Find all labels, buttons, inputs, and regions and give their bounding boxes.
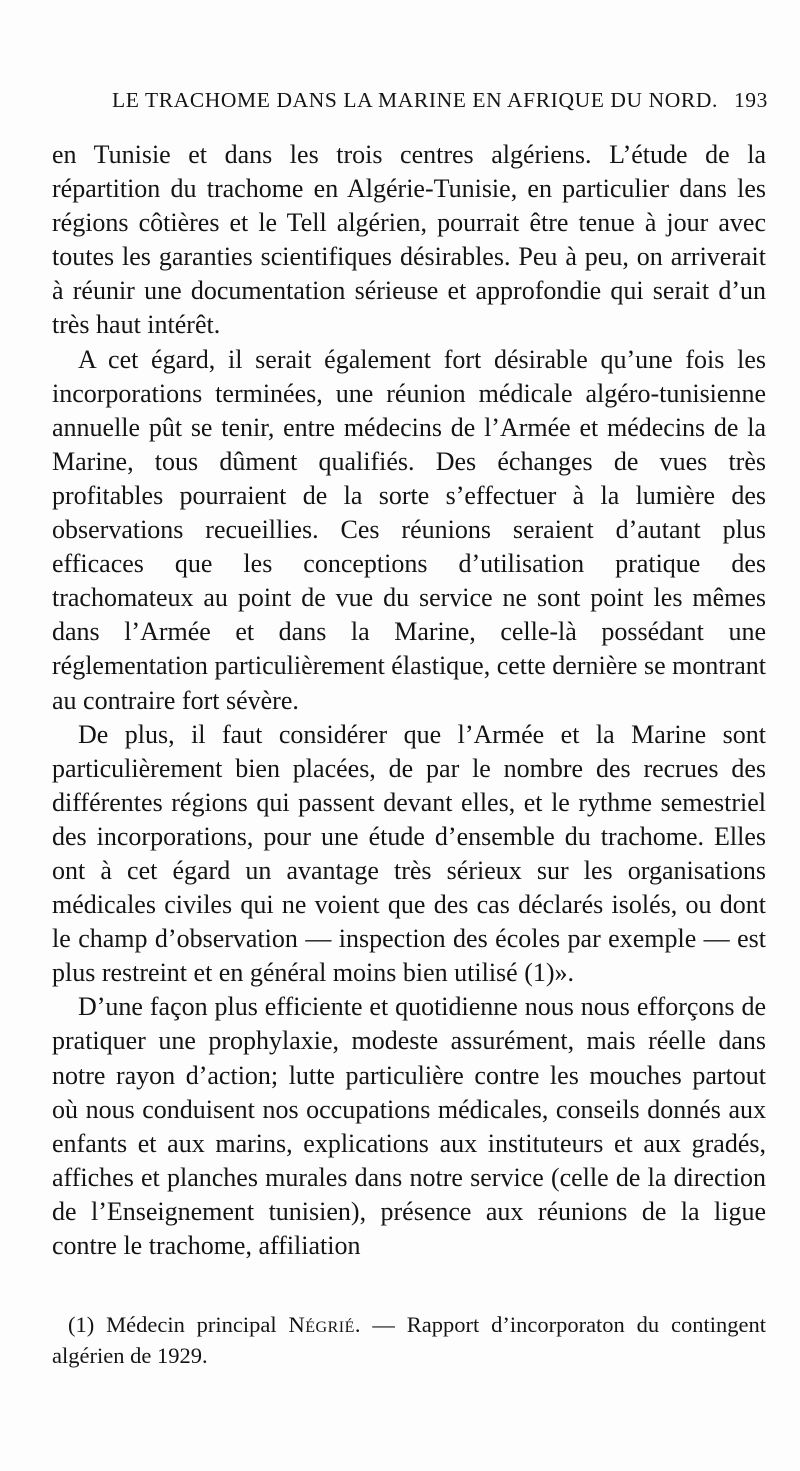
footnote-text (52, 1309, 766, 1371)
paragraph-3-text: De plus, il faut considérer que l’Armée et la Marine sont particulièrement bien placées, de par le nombre des recrues des différentes régions qui passent devant elles, et le rythme semestriel des incorporations, pour une étude d’ensemble du trachome. Elles ont à cet égard un avantage très sérieux sur les organisations médicales civiles qui ne voient que des cas déclarés isolés, ou dont le champ d’observation — inspection des écoles par exemple — est plus restreint et en général moins bien utilisé (52, 719, 766, 988)
running-head (112, 88, 768, 118)
paragraph-3 (52, 718, 766, 991)
running-title: LE TRACHOME DANS LA MARINE EN AFRIQUE DU NORD. (112, 88, 718, 112)
body-text (52, 138, 766, 1263)
paragraph-1: en Tunisie et dans les trois centres algériens. L’étude de la répartition du trachome en Algérie-Tunisie, en particulier dans les régions côtières et le Tell algérien, pourrait être tenue à jour avec toutes les garanties scientifiques désirables. Peu à peu, on arriverait à réunir une documentation sérieuse et approfondie qui serait d’un très haut intérêt. (52, 140, 766, 340)
footnote-author-name: Négrié (288, 1312, 355, 1337)
footnote (52, 1309, 766, 1371)
paragraph-4: D’une façon plus efficiente et quotidienne nous nous efforçons de pratiquer une prophylaxie, modeste assurément, mais réelle dans notre rayon d’action; lutte particulière contre les mouches partout où nous conduisent nos occupations médicales, conseils donnés aux enfants et aux marins, explications aux instituteurs et aux gradés, affiches et planches murales dans notre service (celle de la direction de l’Enseignement tunisien), présence aux réunions de la ligue contre le trachome, affiliation (52, 992, 766, 1260)
page-number: 193 (733, 88, 768, 112)
paragraph-2: A cet égard, il serait également fort désirable qu’une fois les incorporations terminées, une réunion médicale algéro-tunisienne annuelle pût se tenir, entre médecins de l’Armée et médecins de la Marine, tous dûment qualifiés. Des échanges de vues très profitables pourraient de la sorte s’effectuer à la lumière des observations recueillies. Ces réunions seraient d’autant plus efficaces que les conceptions d’utilisation pratique des trachomateux au point de vue du service ne sont point les mêmes dans l’Armée et dans la Marine, celle-là possédant une réglementation particulièrement élastique, cette dernière se montrant au contraire fort sévère. (52, 344, 766, 715)
footnote-rest: . — Rapport d’incorporaton du contingent algérien de 1929. (52, 1312, 767, 1368)
footnote-reference: (1)». (517, 958, 575, 988)
footnote-lead: (1) Médecin principal (68, 1312, 289, 1337)
